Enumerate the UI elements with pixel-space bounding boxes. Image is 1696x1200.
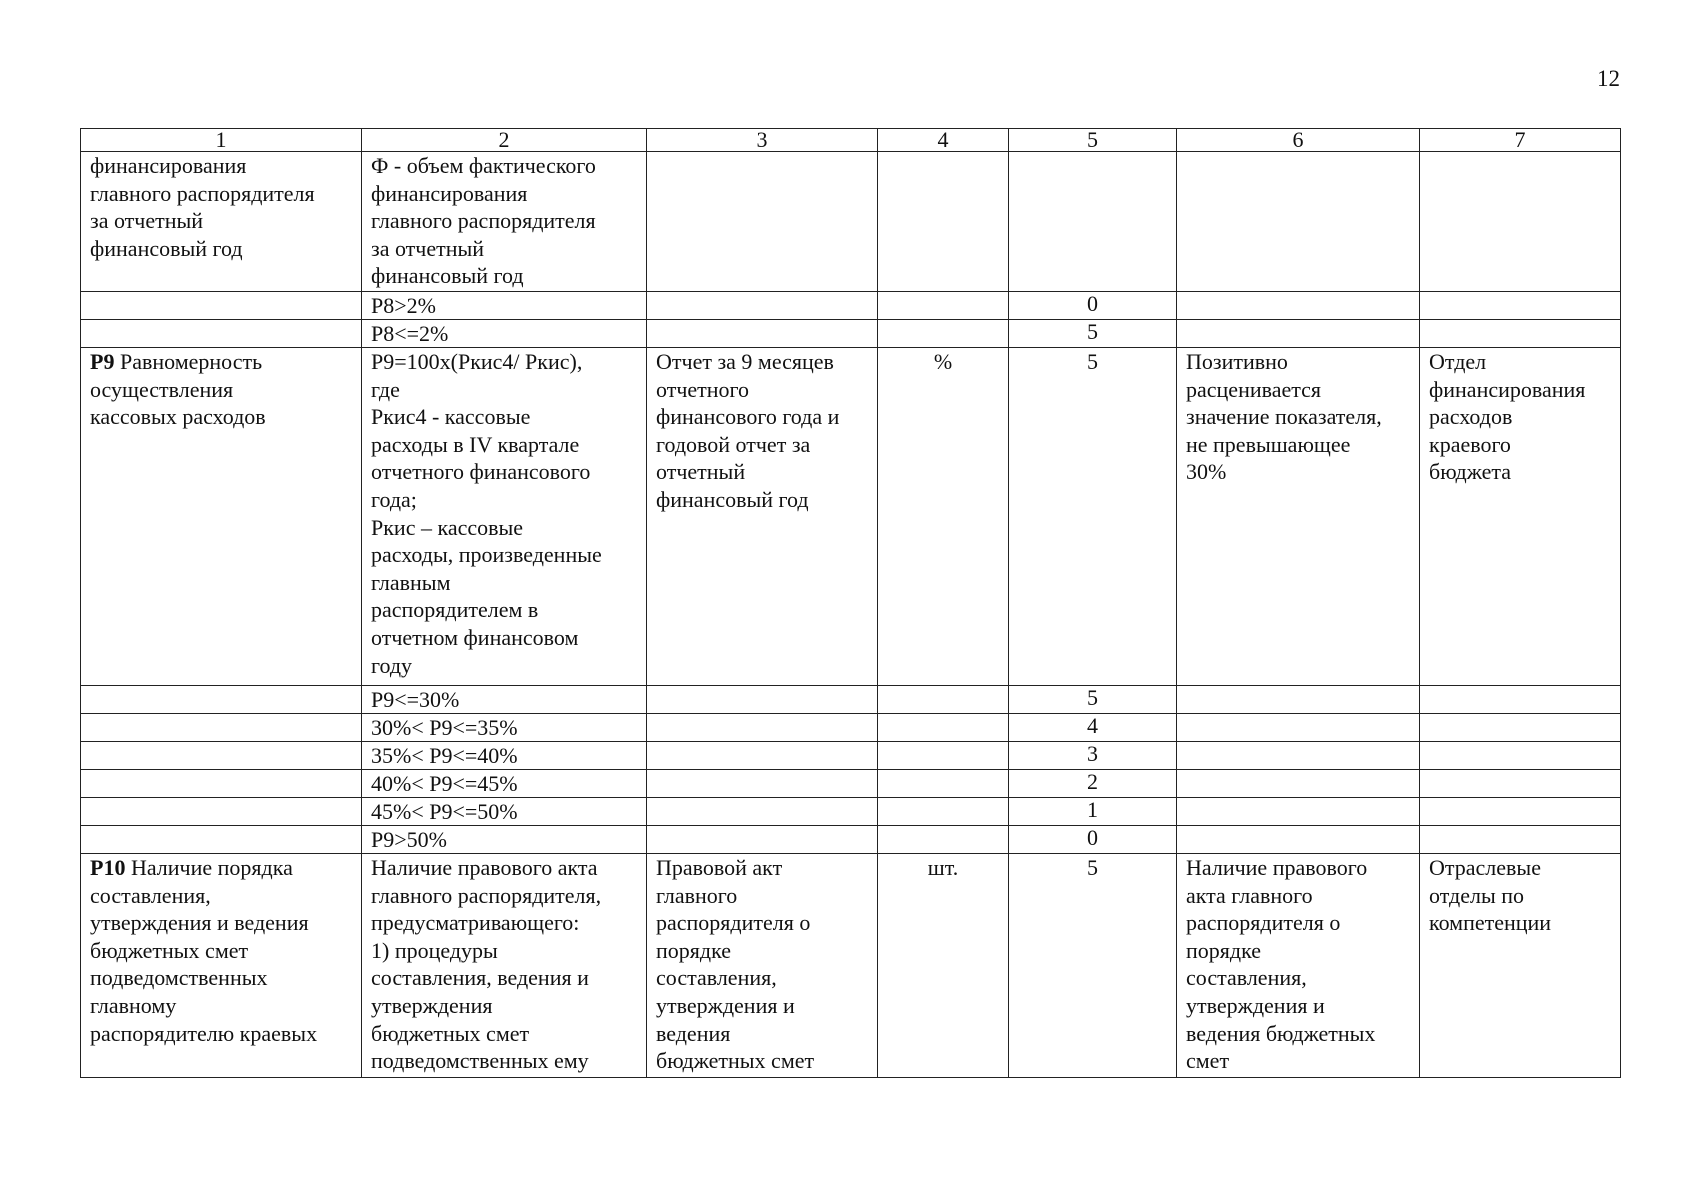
score-row <box>81 686 1621 714</box>
score-value: 0 <box>1009 292 1177 320</box>
indicator-row-p9 <box>81 348 1621 686</box>
score-condition: P8<=2% <box>362 320 647 348</box>
column-number: 3 <box>647 129 878 152</box>
score-row <box>81 798 1621 826</box>
indicator-name <box>81 348 362 686</box>
formula-continued: Ф - объем фактического финансирования главного распорядителя за отчетный финансовый год <box>362 152 647 292</box>
indicator-code: P10 <box>90 855 126 880</box>
indicator-name-continued: финансирования главного распорядителя за отчетный финансовый год <box>81 152 362 292</box>
column-number: 2 <box>362 129 647 152</box>
indicator-name <box>81 854 362 1078</box>
score-condition: 35%< P9<=40% <box>362 742 647 770</box>
score-row <box>81 714 1621 742</box>
responsible-unit: Отдел финансирования расходов краевого бюджета <box>1420 348 1621 686</box>
empty-cell <box>1009 152 1177 292</box>
score-condition: 30%< P9<=35% <box>362 714 647 742</box>
indicator-formula: P9=100x(Ркис4/ Ркис), где Ркис4 - кассовые расходы в IV квартале отчетного финансового года; Ркис – кассовые расходы, произведенные главным распорядителем в отчетном финансовом году <box>362 348 647 686</box>
unit: шт. <box>878 854 1009 1078</box>
data-source: Отчет за 9 месяцев отчетного финансового года и годовой отчет за отчетный финансовый год <box>647 348 878 686</box>
score-row <box>81 292 1621 320</box>
empty-cell <box>647 152 878 292</box>
empty-cell <box>878 152 1009 292</box>
column-number: 4 <box>878 129 1009 152</box>
indicator-title: Равномерность осуществления кассовых расходов <box>90 349 266 430</box>
column-number-row <box>81 129 1621 152</box>
indicator-row-p10 <box>81 854 1621 1078</box>
responsible-unit: Отраслевые отделы по компетенции <box>1420 854 1621 1078</box>
empty-cell <box>1420 152 1621 292</box>
score-value: 2 <box>1009 770 1177 798</box>
unit: % <box>878 348 1009 686</box>
score-value: 5 <box>1009 686 1177 714</box>
table-row-continuation <box>81 152 1621 292</box>
score-condition: P9>50% <box>362 826 647 854</box>
indicator-title: Наличие порядка составления, утверждения и ведения бюджетных смет подведомственных главному распорядителю краевых <box>90 855 318 1046</box>
score-value: 4 <box>1009 714 1177 742</box>
assessment: Наличие правового акта главного распорядителя о порядке составления, утверждения и ведения бюджетных смет <box>1177 854 1420 1078</box>
score-condition: P8>2% <box>362 292 647 320</box>
score-condition: 40%< P9<=45% <box>362 770 647 798</box>
score-value: 5 <box>1009 320 1177 348</box>
max-score: 5 <box>1009 348 1177 686</box>
score-value: 3 <box>1009 742 1177 770</box>
column-number: 1 <box>81 129 362 152</box>
score-value: 0 <box>1009 826 1177 854</box>
page-number: 12 <box>1597 66 1620 91</box>
column-number: 6 <box>1177 129 1420 152</box>
data-source: Правовой акт главного распорядителя о порядке составления, утверждения и ведения бюджетных смет <box>647 854 878 1078</box>
score-row <box>81 770 1621 798</box>
indicators-table <box>80 128 1621 1078</box>
column-number: 5 <box>1009 129 1177 152</box>
score-row <box>81 320 1621 348</box>
score-condition: 45%< P9<=50% <box>362 798 647 826</box>
column-number: 7 <box>1420 129 1621 152</box>
score-row <box>81 826 1621 854</box>
indicator-formula: Наличие правового акта главного распорядителя, предусматривающего: 1) процедуры составления, ведения и утверждения бюджетных смет подведомственных ему <box>362 854 647 1078</box>
score-condition: P9<=30% <box>362 686 647 714</box>
score-value: 1 <box>1009 798 1177 826</box>
max-score: 5 <box>1009 854 1177 1078</box>
indicator-code: P9 <box>90 349 115 374</box>
empty-cell <box>1177 152 1420 292</box>
assessment: Позитивно расценивается значение показателя, не превышающее 30% <box>1177 348 1420 686</box>
score-row <box>81 742 1621 770</box>
